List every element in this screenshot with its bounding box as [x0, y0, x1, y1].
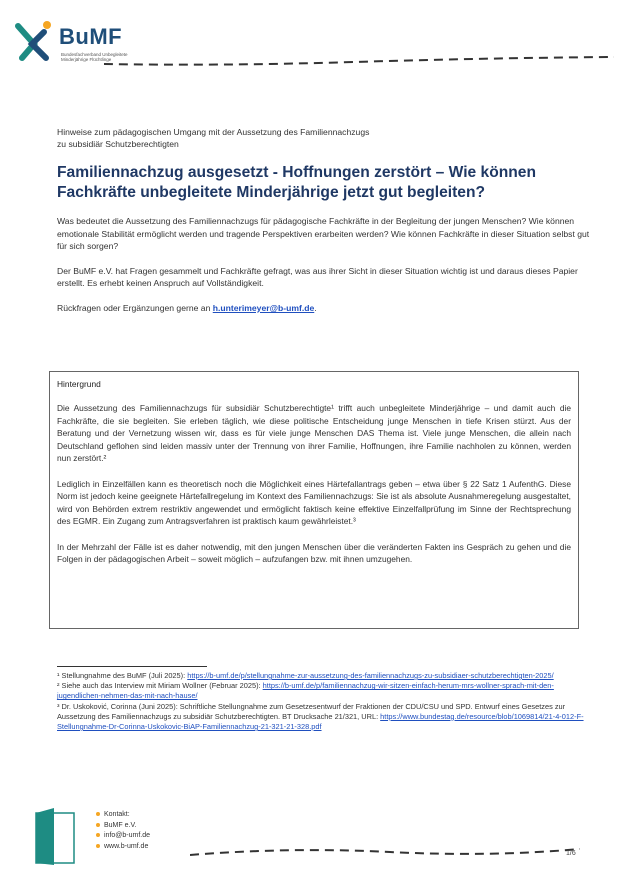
- contact-email-row: [96, 831, 150, 842]
- page-number: 1/6: [566, 850, 576, 857]
- contact-org: BuMF e.V.: [104, 821, 137, 829]
- background-paragraph-3: In der Mehrzahl der Fälle ist es daher notwendig, mit den jungen Menschen über die veränderten Fakten ins Gespräch zu gehen und die Folgen in der pädagogischen Arbeit – soweit möglich – aufzufangen bzw. mit ihnen umzugehen.: [57, 541, 571, 564]
- background-paragraph-1: Die Aussetzung des Familiennachzugs für subsidiär Schutzberechtigte¹ trifft auch unbegleitete Minderjährige – und damit auch die Fachkräfte, die sie begleiten. Sie erleben täglich, wie diese politische Entscheidung junge Menschen in tiefe Krisen stürzt. Aus der Beratung und der Vernetzung wissen wir, dass es für viele junge Menschen DAS Thema ist. Viele junge Menschen, die allein nach Deutschland geflohen sind leiden massiv unter der Trennung von ihrer Familie, Hoffnungen, ihre Familie nachholen zu können, werden nun zerstört.²: [57, 403, 571, 463]
- feedback-email-link[interactable]: h.unterimeyer@b-umf.de: [212, 302, 315, 313]
- door-icon: [28, 805, 88, 865]
- contact-label: Kontakt:: [104, 811, 130, 818]
- document-body: [57, 126, 591, 327]
- bullet-icon: [96, 823, 100, 827]
- logo-text: BuMF: [59, 24, 123, 49]
- subtitle-line-1: Hinweise zum pädagogischen Umgang mit der Aussetzung des Familiennachzugs: [57, 127, 370, 137]
- bumf-logo-icon: [14, 18, 58, 62]
- document-subtitle: [57, 126, 591, 150]
- contact-email-link[interactable]: info@b-umf.de: [104, 832, 151, 839]
- contact-org-row: [96, 821, 150, 832]
- footer-dashed-line: [190, 843, 580, 859]
- subtitle-line-2: zu subsidiär Schutzberechtigten: [57, 139, 179, 149]
- contact-web-link[interactable]: www.b-umf.de: [104, 842, 149, 850]
- footnote-divider: [57, 666, 207, 667]
- contact-label-row: [96, 810, 150, 821]
- background-box: [49, 371, 579, 629]
- feedback-end: .: [314, 302, 317, 313]
- footnote-2-text: ² Siehe auch das Interview mit Miriam Wollner (Februar 2025):: [57, 681, 263, 691]
- footnote-1-text: ¹ Stellungnahme des BuMF (Juli 2025):: [57, 671, 188, 680]
- background-box-title: Hintergrund: [57, 379, 101, 389]
- about-paragraph: Der BuMF e.V. hat Fragen gesammelt und Fachkräfte gefragt, was aus ihrer Sicht in dieser Situation wichtig ist und daraus dieses Papier erstellt. Es erhebt keinen Anspruch auf Vollständigkeit.: [57, 265, 578, 289]
- logo-subtitle: Bundesfachverband Unbegleitete Minderjährige Flüchtlinge: [61, 52, 128, 62]
- feedback-text: Rückfragen oder Ergänzungen gerne an: [57, 302, 213, 313]
- footnote-1: [57, 671, 597, 681]
- intro-paragraph: Was bedeutet die Aussetzung des Familiennachzugs für pädagogische Fachkräfte in der Begleitung der jungen Menschen? Wie können emotionale Stabilität ermöglicht werden und tragende Perspektiven erarbeiten werden? Wie können Fachkräfte in dieser Situation selbst gut für sich sorgen?: [57, 216, 590, 252]
- feedback-paragraph: [57, 302, 591, 315]
- document-title: Familiennachzug ausgesetzt - Hoffnungen zerstört – Wie können Fachkräfte unbegleitete Minderjährige jetzt gut begleiten?: [57, 164, 536, 201]
- footnote-2-link[interactable]: https://b-umf.de/p/familiennachzug-wir-sitzen-einfach-herum-mrs-wollner-sprach-mit-den-jugendlichen-nehmen-das-mit-nach-hause/: [57, 681, 554, 701]
- background-paragraph-2: Lediglich in Einzelfällen kann es theoretisch noch die Möglichkeit eines Härtefallantrags geben – etwa über § 22 Satz 1 AufenthG. Diese Norm ist jedoch keine geeignete Härtefallregelung im Kontext des Familiennachzugs: Sie ist als absolute Ausnahmeregelung ausgestaltet, wird von Behörden extrem restriktiv angewendet und ermöglicht faktisch keine effektive Einzelfallprüfung im Sinne der Rechtsprechung des EGMR. Ein Zugang zum Antragsverfahren ist praktisch kaum gewährleistet.³: [57, 478, 571, 526]
- bullet-icon: [96, 844, 100, 848]
- header-dashed-line: [104, 54, 614, 68]
- footnote-3: [57, 702, 597, 733]
- footnote-3-link[interactable]: https://www.bundestag.de/resource/blob/1069814/21-4-012-F-Stellungnahme-Dr-Corinna-Uskokovic-BiAP-Familiennachzug-21-321-21-328.pdf: [57, 711, 584, 732]
- footnote-2: [57, 681, 597, 701]
- contact-block: [96, 810, 150, 852]
- footnotes: [57, 671, 597, 732]
- footnote-1-link[interactable]: https://b-umf.de/p/stellungnahme-zur-aussetzung-des-familiennachzugs-zu-subsidiaer-schutzberechtigten-2025/: [187, 671, 554, 680]
- bullet-icon: [96, 833, 100, 837]
- contact-web-row: [96, 842, 150, 853]
- bullet-icon: [96, 812, 100, 816]
- footnote-3-text: ³ Dr. Uskoković, Corinna (Juni 2025): Schriftliche Stellungnahme zum Gesetzesentwurf der Fraktionen der CDU/CSU und SPD. Entwurf eines Gesetzes zur Aussetzung des Familiennachzugs zu subsidiär Schutzberechtigten. BT Drucksache 21/321, URL:: [57, 701, 566, 721]
